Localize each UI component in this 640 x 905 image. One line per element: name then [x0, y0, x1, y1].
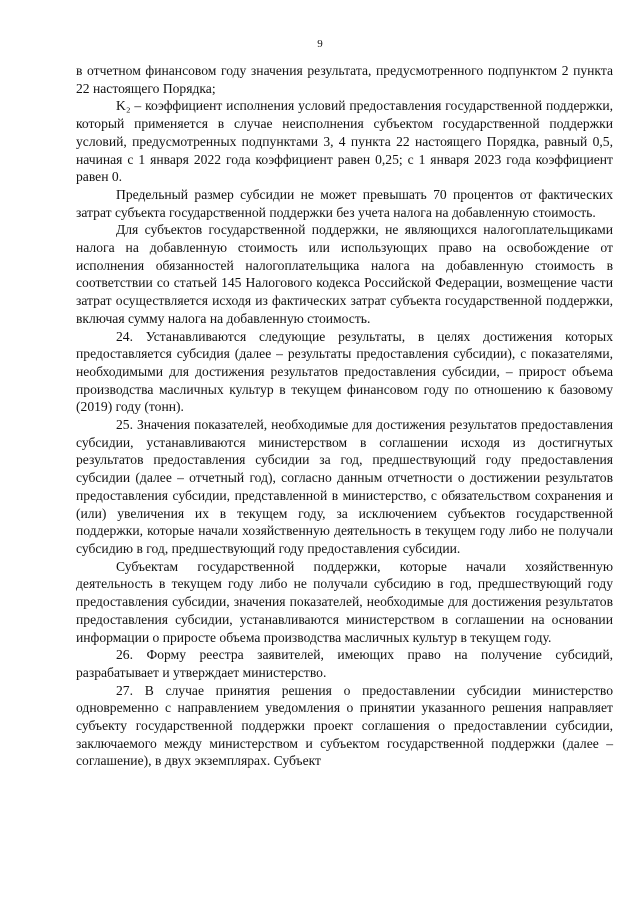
paragraph-subsidy-limit: Предельный размер субсидии не может превышать 70 процентов от фактических затрат субъекта государственной поддержки без учета налога на добавленную стоимость.	[76, 186, 613, 220]
document-body	[76, 62, 613, 770]
paragraph-item-27: 27. В случае принятия решения о предоставлении субсидии министерство одновременно с направлением уведомления о принятии указанного решения направляет субъекту государственной поддержки проект соглашения о предоставлении субсидии, заключаемого между министерством и субъектом государственной поддержки (далее – соглашение), в двух экземплярах. Субъект	[76, 682, 613, 769]
paragraph-continuation: в отчетном финансовом году значения результата, предусмотренного подпунктом 2 пункта 22 настоящего Порядка;	[76, 63, 613, 96]
paragraph-new-subjects: Субъектам государственной поддержки, которые начали хозяйственную деятельность в текущем году либо не получали субсидию в год, предшествующий году предоставления субсидии, значения показателей, необходимые для достижения результатов предоставления субсидии, устанавливаются министерством в соглашении на основании информации о приросте объема производства масличных культур в текущем году.	[76, 558, 613, 645]
paragraph-vat-exemption: Для субъектов государственной поддержки, не являющихся налогоплательщиками налога на добавленную стоимость или использующих право на освобождение от исполнения обязанностей налогоплательщика налога на добавленную стоимость в соответствии со статьей 145 Налогового кодекса Российской Федерации, возмещение части затрат осуществляется исходя из фактических затрат субъекта государственной поддержки, включая сумму налога на добавленную стоимость.	[76, 222, 613, 326]
paragraph-item-25: 25. Значения показателей, необходимые для достижения результатов предоставления субсидии, устанавливаются министерством в соглашении исходя из достигнутых результатов предоставления субсидии за год, предшествующий году предоставления субсидии (далее – отчетный год), согласно данным отчетности о достижении результатов предоставления субсидии, представленной в министерство, с обязательством сохранения и (или) увеличения их в текущем году, за исключением субъектов государственной поддержки, которые начали хозяйственную деятельность в текущем году либо не получали субсидию в год, предшествующий году предоставления субсидии.	[76, 417, 613, 556]
page-number: 9	[317, 38, 323, 50]
paragraph-k2-coefficient: K₂ – коэффициент исполнения условий предоставления государственной поддержки, который применяется в случае неисполнения субъектом государственной поддержки условий, предусмотренных подпунктами 3, 4 пункта 22 настоящего Порядка, равный 0,5, начиная с 1 января 2022 года коэффициент равен 0,25; с 1 января 2023 года коэффициент равен 0.	[76, 98, 613, 185]
paragraph-item-24: 24. Устанавливаются следующие результаты, в целях достижения которых предоставляется субсидия (далее – результаты предоставления субсидии), с показателями, необходимыми для достижения результатов предоставления субсидии, – прирост объема производства масличных культур в текущем финансовом году по отношению к базовому (2019) году (тонн).	[76, 328, 613, 415]
paragraph-item-26: 26. Форму реестра заявителей, имеющих право на получение субсидий, разрабатывает и утверждает министерство.	[76, 647, 613, 680]
